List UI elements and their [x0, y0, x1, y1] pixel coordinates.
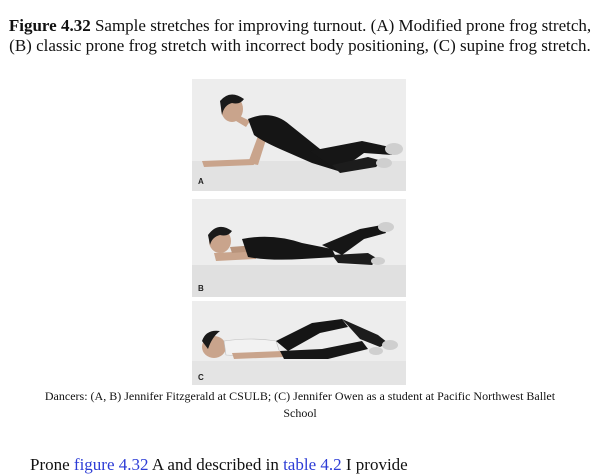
photo-panel-a [192, 79, 406, 191]
modified-prone-frog-stretch-photo [192, 79, 406, 191]
body-text-middle: A and described in [148, 455, 284, 474]
photo-panel-b [192, 199, 406, 297]
body-paragraph [30, 455, 590, 475]
panel-letter-b: B [198, 284, 204, 293]
body-text-prefix: Prone [30, 455, 74, 474]
figure-caption-text: Sample stretches for improving turnout. (A) Modified prone frog stretch, (B) classic prone frog stretch with incorrect body positioning, (C) supine frog stretch. [9, 16, 592, 55]
photo-panel-c [192, 301, 406, 385]
figure-label: Figure 4.32 [8, 16, 91, 35]
table-reference-link[interactable]: table 4.2 [283, 455, 342, 474]
panel-letter-c: C [198, 373, 204, 382]
figure-caption [6, 16, 594, 56]
photo-credit: Dancers: (A, B) Jennifer Fitzgerald at CSULB; (C) Jennifer Owen as a student at Pacific Northwest Ballet School [44, 389, 556, 420]
panel-letter-a: A [198, 177, 204, 186]
figure-reference-link[interactable]: figure 4.32 [73, 455, 149, 474]
classic-prone-frog-stretch-photo [192, 199, 406, 297]
body-text-suffix: I provide [341, 455, 408, 474]
supine-frog-stretch-photo [192, 301, 406, 385]
